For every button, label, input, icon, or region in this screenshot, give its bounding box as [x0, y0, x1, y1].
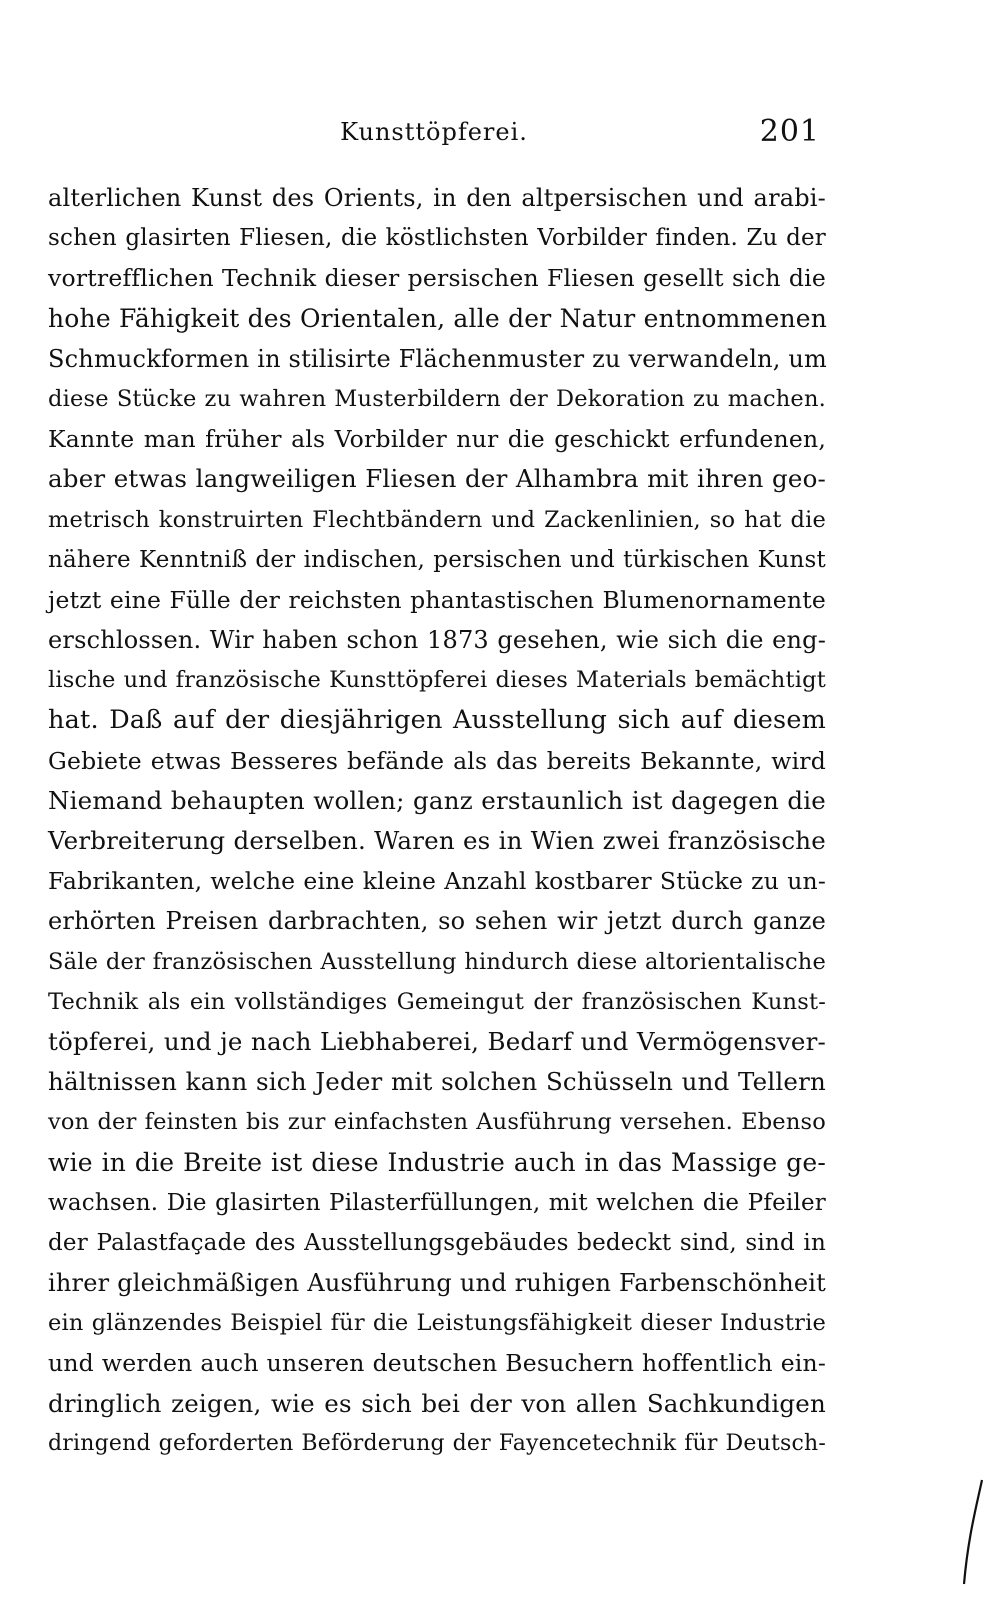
text-line: hohe Fähigkeit des Orientalen, alle der Natur entnommenen: [48, 303, 828, 333]
text-line: töpferei, und je nach Liebhaberei, Bedarf und Vermögensver-: [48, 1026, 826, 1056]
text-line: metrisch konstruirten Flechtbändern und Zackenlinien, so hat die: [48, 506, 826, 533]
text-line: Verbreiterung derselben. Waren es in Wien zwei französische: [48, 826, 826, 855]
text-line: schen glasirten Fliesen, die köstlichsten Vorbilder finden. Zu der: [48, 225, 826, 252]
body-text: [48, 178, 826, 1464]
text-line: wie in die Breite ist diese Industrie auch in das Massige ge-: [48, 1147, 826, 1177]
text-line: hältnissen kann sich Jeder mit solchen Schüsseln und Tellern: [48, 1067, 826, 1097]
text-line: dringlich zeigen, wie es sich bei der von allen Sachkundigen: [48, 1388, 826, 1418]
scan-edge-mark: [958, 1478, 988, 1588]
text-line: und werden auch unseren deutschen Besuchern hoffentlich ein-: [48, 1349, 826, 1378]
text-line: von der feinsten bis zur einfachsten Ausführung versehen. Ebenso: [48, 1109, 826, 1136]
text-line: Kannte man früher als Vorbilder nur die geschickt erfundenen,: [48, 425, 826, 454]
text-line: nähere Kenntniß der indischen, persischen und türkischen Kunst: [48, 546, 826, 573]
text-line: dringend geforderten Beförderung der Fayencetechnik für Deutsch-: [48, 1430, 826, 1456]
text-line: Schmuckformen in stilisirte Flächenmuster zu verwandeln, um: [48, 344, 828, 373]
page-header: [48, 114, 820, 162]
text-line: Fabrikanten, welche eine kleine Anzahl kostbarer Stücke zu un-: [48, 867, 826, 896]
text-line: Gebiete etwas Besseres befände als das bereits Bekannte, wird: [48, 746, 826, 775]
text-line: Technik als ein vollständiges Gemeingut der französischen Kunst-: [48, 988, 826, 1015]
text-line: jetzt eine Fülle der reichsten phantastischen Blumenornamente: [48, 585, 826, 614]
text-line: erhörten Preisen darbrachten, so sehen wir jetzt durch ganze: [48, 907, 826, 936]
text-line: wachsen. Die glasirten Pilasterfüllungen, mit welchen die Pfeiler: [48, 1189, 826, 1216]
text-line: ihrer gleichmäßigen Ausführung und ruhigen Farbenschönheit: [48, 1269, 826, 1298]
text-line: alterlichen Kunst des Orients, in den altpersischen und arabi-: [48, 184, 826, 212]
text-line: hat. Daß auf der diesjährigen Ausstellung sich auf diesem: [48, 705, 826, 736]
text-line: erschlossen. Wir haben schon 1873 gesehen, wie sich die eng-: [48, 626, 826, 655]
text-line: vortrefflichen Technik dieser persischen Fliesen gesellt sich die: [48, 264, 826, 293]
text-line: diese Stücke zu wahren Musterbildern der Dekoration zu machen.: [48, 385, 826, 412]
page-number: 201: [759, 114, 820, 149]
text-line: ein glänzendes Beispiel für die Leistungsfähigkeit dieser Industrie: [48, 1310, 826, 1337]
text-line: der Palastfaçade des Ausstellungsgebäudes bedeckt sind, sind in: [48, 1229, 826, 1256]
running-title: Kunsttöpferei.: [340, 118, 528, 146]
text-line: aber etwas langweiligen Fliesen der Alhambra mit ihren geo-: [48, 464, 826, 494]
text-line: Niemand behaupten wollen; ganz erstaunlich ist dagegen die: [48, 785, 826, 815]
text-line: lische und französische Kunsttöpferei dieses Materials bemächtigt: [48, 667, 826, 694]
text-line: Säle der französischen Ausstellung hindurch diese altorientalische: [48, 948, 826, 975]
